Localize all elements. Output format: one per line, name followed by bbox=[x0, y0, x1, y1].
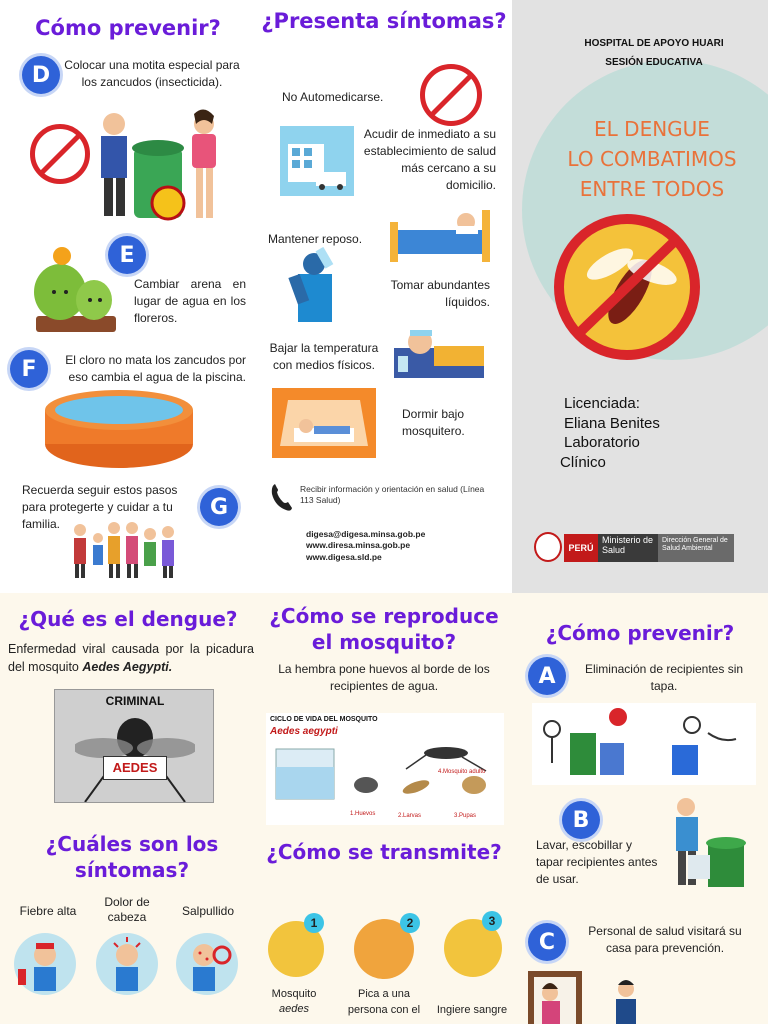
letter-badge-c: C bbox=[528, 923, 566, 961]
step-1-text-line-2: aedes bbox=[279, 1002, 309, 1015]
panel-bottom-inside bbox=[0, 593, 768, 1024]
cover-title bbox=[512, 114, 768, 204]
bed-rest-illustration bbox=[388, 204, 492, 266]
tip-g-text: Recuerda seguir estos pasos para protegerte y cuidar a tu familia. bbox=[22, 483, 178, 532]
advice-mosquitero: Dormir bajo mosquitero. bbox=[402, 407, 465, 439]
fever-icon bbox=[14, 933, 76, 995]
presenter-block bbox=[560, 394, 660, 472]
que-es-text bbox=[8, 641, 254, 677]
advice-acudir: Acudir de inmediato a su establecimiento de salud más cercano a su domicilio. bbox=[363, 127, 496, 193]
letter-badge-d: D bbox=[22, 56, 60, 94]
advice-temperatura: Bajar la temperatura con medios físicos. bbox=[269, 341, 379, 373]
swimming-pool-illustration bbox=[42, 386, 196, 470]
tip-f-text: El cloro no mata los zancudos por eso cambia el agua de la piscina. bbox=[65, 353, 246, 385]
section-title-sintomas: ¿Presenta síntomas? bbox=[261, 9, 507, 33]
section-title-reproduce: ¿Cómo se reproduce el mosquito? bbox=[269, 604, 499, 654]
headache-icon bbox=[96, 933, 158, 995]
poster-plate: AEDES bbox=[103, 756, 167, 780]
cycle-title: CICLO DE VIDA DEL MOSQUITO bbox=[270, 716, 378, 723]
family-group-illustration bbox=[70, 518, 182, 580]
letter-badge-b: B bbox=[562, 801, 600, 839]
letter-badge-g: G bbox=[200, 488, 238, 526]
rash-icon bbox=[176, 933, 238, 995]
mosquito-net-bed-illustration bbox=[272, 388, 376, 458]
peru-shield-icon bbox=[534, 532, 562, 562]
no-pills-icon bbox=[420, 64, 482, 126]
presenter-title: Licenciada: bbox=[564, 395, 640, 412]
section-title-prevenir-abc: ¿Cómo prevenir? bbox=[545, 621, 735, 645]
scrubbing-container-illustration bbox=[660, 793, 750, 889]
contact-info-text: Recibir información y orientación en salud (Línea 113 Salud) bbox=[300, 484, 485, 506]
letter-badge-f: F bbox=[10, 350, 48, 388]
contact-web-link-diresa[interactable]: www.diresa.minsa.gob.pe bbox=[306, 540, 411, 551]
cover-title-line-2: LO COMBATIMOS bbox=[567, 147, 737, 171]
presenter-name: Eliana Benites bbox=[564, 414, 660, 432]
step-2-badge: 2 bbox=[400, 913, 420, 933]
tip-e-text: Cambiar arena en lugar de agua en los floreros. bbox=[134, 277, 246, 326]
health-worker-visit-illustration bbox=[528, 967, 668, 1024]
symptom-label-fiebre: Fiebre alta bbox=[19, 904, 77, 918]
section-title-transmite: ¿Cómo se transmite? bbox=[266, 840, 502, 864]
letter-badge-e: E bbox=[108, 236, 146, 274]
stage-pupae: 3.Pupas bbox=[454, 813, 477, 819]
section-title-que-es: ¿Qué es el dengue? bbox=[18, 607, 238, 631]
contact-email-link[interactable]: digesa@digesa.minsa.gob.pe bbox=[306, 529, 426, 539]
mosquito-mugshot-icon bbox=[75, 708, 195, 802]
advice-no-automedicarse: No Automedicarse. bbox=[282, 90, 384, 104]
presenter-area-1: Laboratorio bbox=[564, 434, 640, 451]
drinking-water-illustration bbox=[284, 246, 346, 322]
section-title-cuales-sintomas: ¿Cuáles son los síntomas? bbox=[45, 832, 219, 882]
poster-heading: CRIMINAL bbox=[105, 694, 165, 708]
panel-prevenir-continued bbox=[0, 0, 256, 593]
criminal-mosquito-poster bbox=[54, 689, 214, 803]
logo-country: PERÚ bbox=[564, 534, 598, 562]
step-2-text: Pica a una persona con el bbox=[347, 988, 421, 1016]
logo-ministry: Ministerio de Salud bbox=[598, 534, 658, 562]
contact-web-link-digesa[interactable]: www.digesa.sld.pe bbox=[306, 551, 382, 562]
section-title-prevenir: Cómo prevenir? bbox=[35, 16, 221, 40]
prevent-b-text: Lavar, escobillar y tapar recipientes antes de usar. bbox=[536, 838, 658, 887]
container-removal-illustration bbox=[532, 703, 756, 785]
family-with-trash-bin-illustration bbox=[92, 108, 222, 226]
step-1-text-line-1: Mosquito bbox=[271, 988, 317, 1000]
step-3-text: Ingiere sangre bbox=[436, 1004, 508, 1016]
fever-bed-illustration bbox=[394, 318, 484, 382]
cactus-pot-illustration bbox=[30, 244, 120, 334]
advice-reposo: Mantener reposo. bbox=[268, 232, 363, 246]
no-mosquito-icon bbox=[30, 124, 90, 184]
symptom-label-dolor: Dolor de cabeza bbox=[104, 895, 150, 924]
reproduce-text: La hembra pone huevos al borde de los recipientes de agua. bbox=[278, 662, 490, 694]
step-1-badge: 1 bbox=[304, 913, 324, 933]
logo-direction: Dirección General de Salud Ambiental bbox=[658, 534, 734, 562]
advice-liquidos: Tomar abundantes líquidos. bbox=[390, 278, 490, 310]
hospital-ambulance-icon bbox=[280, 126, 354, 196]
que-es-text-species: Aedes Aegypti. bbox=[82, 659, 173, 674]
cover-title-line-1: EL DENGUE bbox=[594, 117, 710, 141]
presenter-area-2: Clínico bbox=[560, 453, 606, 471]
cover-title-line-3: ENTRE TODOS bbox=[579, 177, 725, 201]
stage-larvae: 2.Larvas bbox=[398, 813, 422, 819]
cycle-subtitle: Aedes aegypti bbox=[270, 726, 338, 737]
minsa-logo bbox=[534, 530, 734, 566]
hospital-name: HOSPITAL DE APOYO HUARI bbox=[584, 38, 724, 49]
symptom-label-salpullido: Salpullido bbox=[181, 904, 235, 918]
prevent-a-text: Eliminación de recipientes sin tapa. bbox=[584, 662, 744, 694]
session-label: SESIÓN EDUCATIVA bbox=[605, 57, 703, 68]
panel-presenta-sintomas bbox=[256, 0, 512, 593]
panel-cover bbox=[512, 0, 768, 593]
no-mosquito-emblem bbox=[552, 212, 702, 362]
phone-icon bbox=[270, 482, 292, 512]
cover-header bbox=[512, 34, 768, 72]
que-es-text-main: Enfermedad viral causada por la picadura del mosquito bbox=[8, 642, 254, 674]
letter-badge-a: A bbox=[528, 657, 566, 695]
mosquito-life-cycle-diagram bbox=[266, 713, 504, 825]
prevent-c-text: Personal de salud visitará su casa para prevención. bbox=[588, 924, 742, 956]
step-1-text bbox=[258, 987, 330, 1017]
stage-adult: 4.Mosquito adulto bbox=[438, 769, 486, 775]
tip-d-text: Colocar una motita especial para los zancudos (insecticida). bbox=[64, 58, 240, 90]
step-3-badge: 3 bbox=[482, 911, 502, 931]
stage-eggs: 1.Huevos bbox=[350, 811, 376, 817]
contact-links bbox=[306, 529, 425, 563]
